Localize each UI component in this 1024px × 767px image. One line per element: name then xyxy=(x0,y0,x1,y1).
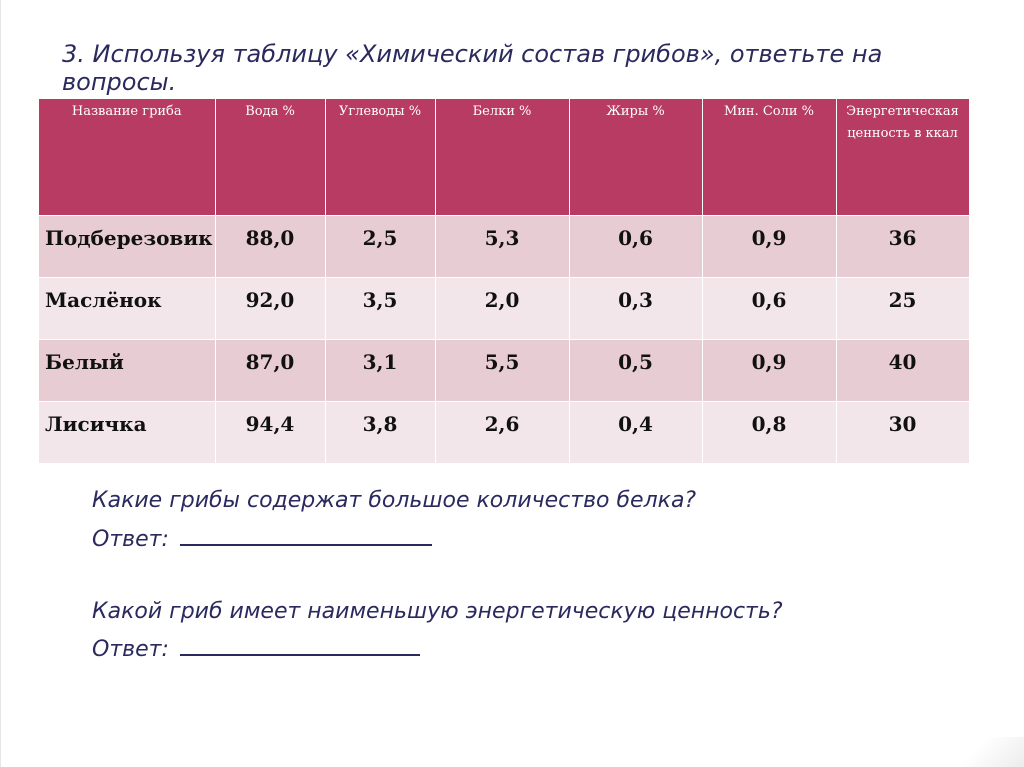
cell-minerals: 0,9 xyxy=(702,339,836,401)
cell-protein: 2,0 xyxy=(435,277,569,339)
answer-1-blank[interactable] xyxy=(180,526,432,546)
header-carbs: Углеводы % xyxy=(325,99,435,215)
cell-energy: 30 xyxy=(836,401,969,463)
table-row xyxy=(39,401,969,463)
answer-2 xyxy=(92,636,420,664)
table-row xyxy=(39,215,969,277)
task-title: 3. Используя таблицу «Химический состав грибов», ответьте на вопросы. xyxy=(62,40,883,96)
cell-energy: 25 xyxy=(836,277,969,339)
table-row xyxy=(39,277,969,339)
cell-water: 88,0 xyxy=(215,215,325,277)
answer-label: Ответ: xyxy=(92,637,169,662)
header-fat: Жиры % xyxy=(569,99,702,215)
answer-2-blank[interactable] xyxy=(180,636,420,656)
cell-water: 87,0 xyxy=(215,339,325,401)
cell-name: Лисичка xyxy=(39,401,215,463)
question-1: Какие грибы содержат большое количество белка? xyxy=(92,488,697,513)
cell-water: 94,4 xyxy=(215,401,325,463)
cell-name: Белый xyxy=(39,339,215,401)
cell-name: Маслёнок xyxy=(39,277,215,339)
cell-minerals: 0,9 xyxy=(702,215,836,277)
cell-protein: 5,5 xyxy=(435,339,569,401)
mushroom-composition-table xyxy=(39,99,970,463)
cell-fat: 0,6 xyxy=(569,215,702,277)
cell-carbs: 3,5 xyxy=(325,277,435,339)
header-name: Название гриба xyxy=(39,99,215,215)
cell-carbs: 3,1 xyxy=(325,339,435,401)
header-protein: Белки % xyxy=(435,99,569,215)
table-header-row xyxy=(39,99,969,215)
question-2: Какой гриб имеет наименьшую энергетическую ценность? xyxy=(92,599,783,624)
cell-energy: 36 xyxy=(836,215,969,277)
answer-label: Ответ: xyxy=(92,527,169,552)
cell-minerals: 0,8 xyxy=(702,401,836,463)
cell-fat: 0,4 xyxy=(569,401,702,463)
cell-protein: 2,6 xyxy=(435,401,569,463)
cell-protein: 5,3 xyxy=(435,215,569,277)
header-water: Вода % xyxy=(215,99,325,215)
cell-carbs: 2,5 xyxy=(325,215,435,277)
table-row xyxy=(39,339,969,401)
page-curl-shadow xyxy=(944,737,1024,767)
cell-minerals: 0,6 xyxy=(702,277,836,339)
header-minerals: Мин. Соли % xyxy=(702,99,836,215)
cell-energy: 40 xyxy=(836,339,969,401)
answer-1 xyxy=(92,526,432,554)
cell-fat: 0,3 xyxy=(569,277,702,339)
cell-water: 92,0 xyxy=(215,277,325,339)
cell-fat: 0,5 xyxy=(569,339,702,401)
cell-name: Подберезовик xyxy=(39,215,215,277)
cell-carbs: 3,8 xyxy=(325,401,435,463)
header-energy: Энергетическая ценность в ккал xyxy=(836,99,969,215)
